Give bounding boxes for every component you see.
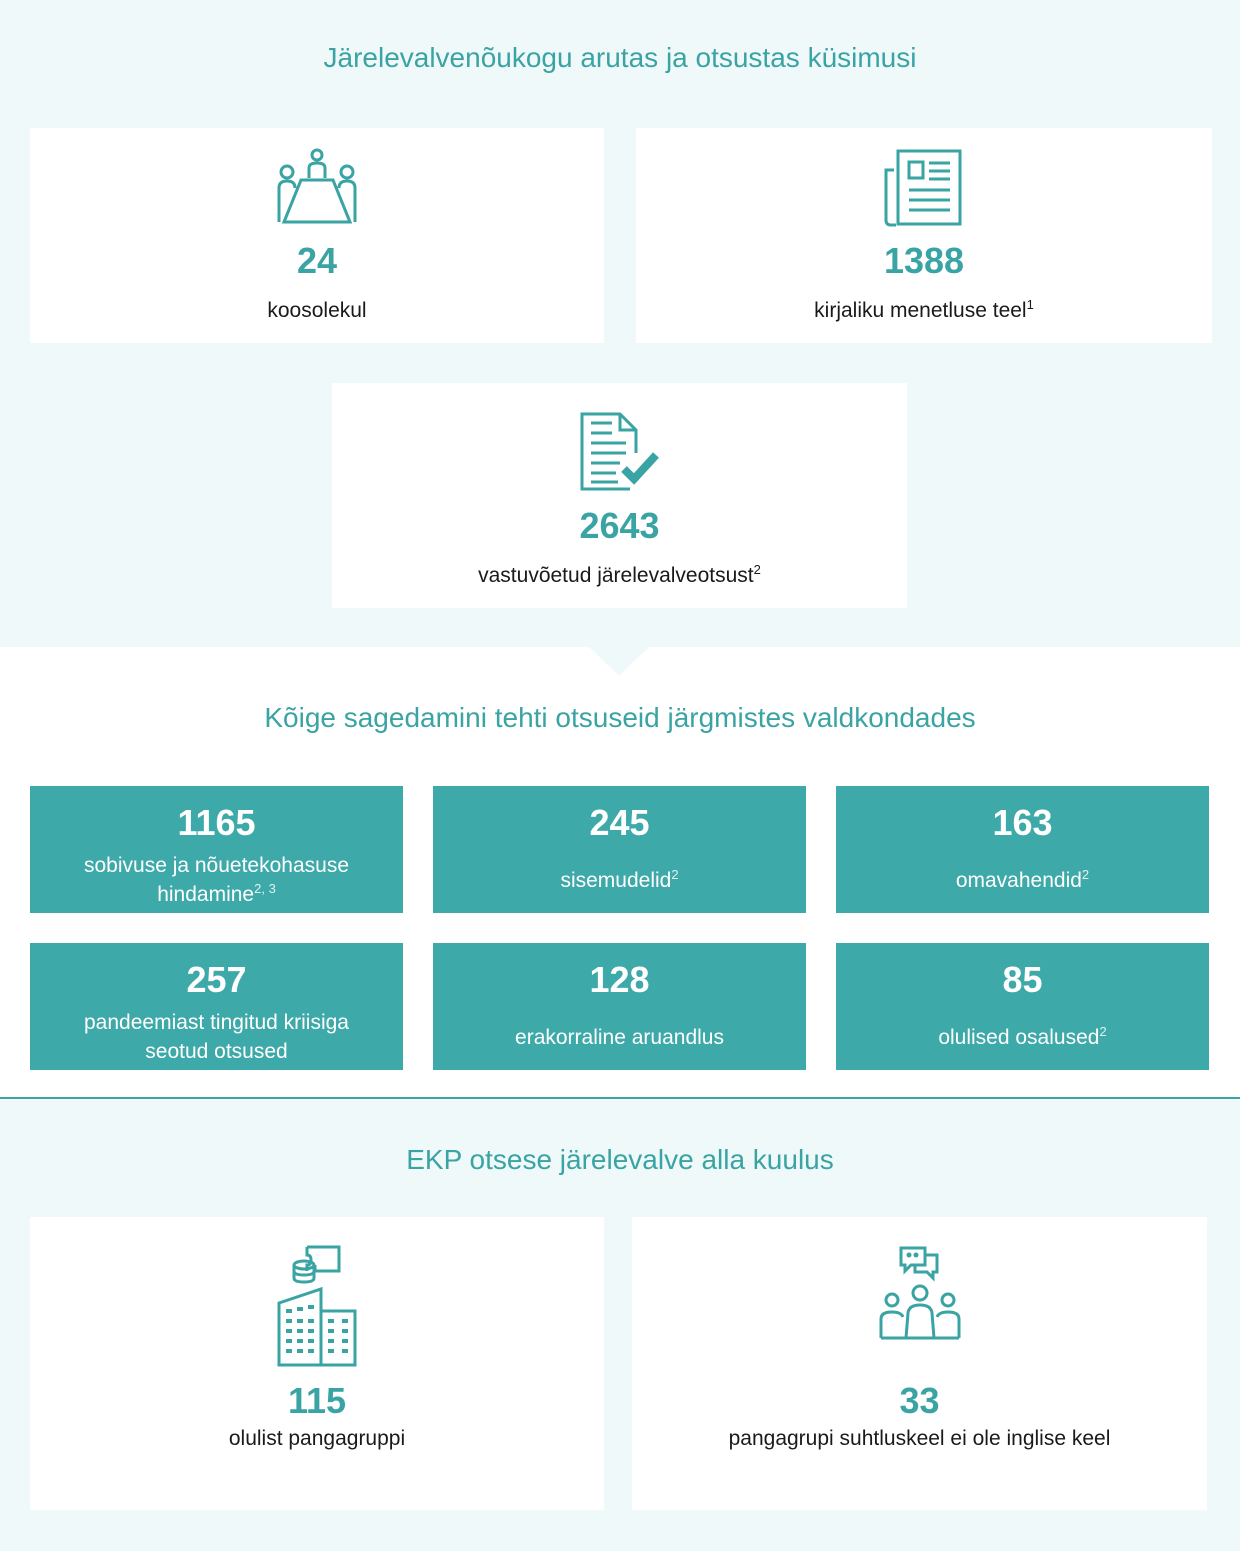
tile-value: 257 (186, 959, 247, 1000)
tile-label: erakorraline aruandlus (515, 1026, 724, 1049)
tile-label: pandeemiast tingitud kriisiga seotud otsused (84, 1011, 349, 1063)
non-english-groups-label: pangagrupi suhtluskeel ei ole inglise keel (728, 1427, 1111, 1450)
stat-card-meetings (30, 128, 604, 343)
tile-label: sisemudelid$^2$ (560, 867, 679, 892)
meetings-label: koosolekul (267, 299, 367, 322)
tile-value: 1165 (177, 802, 256, 843)
tile-value: 85 (1002, 959, 1043, 1000)
non-english-groups-value: 33 (899, 1380, 940, 1421)
decisions-label: vastuvõetud järelevalveotsust$^2$ (478, 562, 761, 587)
footnote-ref: 2 (753, 562, 761, 577)
tile-own-funds (836, 786, 1209, 913)
people-speech-icon (879, 1245, 961, 1341)
section2-title: Kõige sagedamini tehti otsuseid järgmistes valdkondades (264, 702, 976, 733)
footnote-ref: 1 (1026, 297, 1034, 312)
footnote-ref: 2 (1099, 1024, 1107, 1039)
section1-title: Järelevalvenõukogu arutas ja otsustas küsimusi (323, 42, 917, 73)
tile-pandemic-crisis (30, 943, 403, 1070)
written-procedure-document-icon (884, 148, 964, 228)
tile-internal-models (433, 786, 806, 913)
tile-value: 128 (589, 959, 650, 1000)
tile-label: olulised osalused$^2$ (938, 1024, 1107, 1049)
written-procedure-value: 1388 (883, 240, 965, 281)
tile-qualifying-holdings (836, 943, 1209, 1070)
stat-card-decisions (332, 383, 907, 608)
written-procedure-label: kirjaliku menetluse teel$^1$ (814, 297, 1034, 322)
stat-card-non-english-groups (632, 1217, 1207, 1510)
footnote-ref: 2, 3 (254, 881, 276, 896)
significant-groups-value: 115 (287, 1380, 347, 1421)
footnote-ref: 2 (671, 867, 679, 882)
significant-groups-label: olulist pangagruppi (228, 1427, 406, 1450)
tile-label: omavahendid$^2$ (955, 867, 1090, 892)
tile-value: 245 (589, 802, 650, 843)
section-notch (588, 646, 650, 676)
document-check-icon (580, 411, 660, 491)
tile-label: sobivuse ja nõuetekohasuse hindamine$^{2, 3}$ (83, 854, 350, 906)
footnote-ref: 2 (1081, 867, 1090, 882)
meeting-table-icon (276, 148, 358, 228)
stat-card-significant-groups (30, 1217, 604, 1510)
bank-buildings-icon (277, 1245, 357, 1367)
meetings-value: 24 (296, 240, 338, 281)
tile-fit-and-proper (30, 786, 403, 913)
tile-ad-hoc-reporting (433, 943, 806, 1070)
decisions-value: 2643 (579, 505, 660, 546)
stat-card-written-procedure (636, 128, 1212, 343)
tile-value: 163 (992, 802, 1053, 843)
section3-title: EKP otsese järelevalve alla kuulus (406, 1144, 834, 1175)
